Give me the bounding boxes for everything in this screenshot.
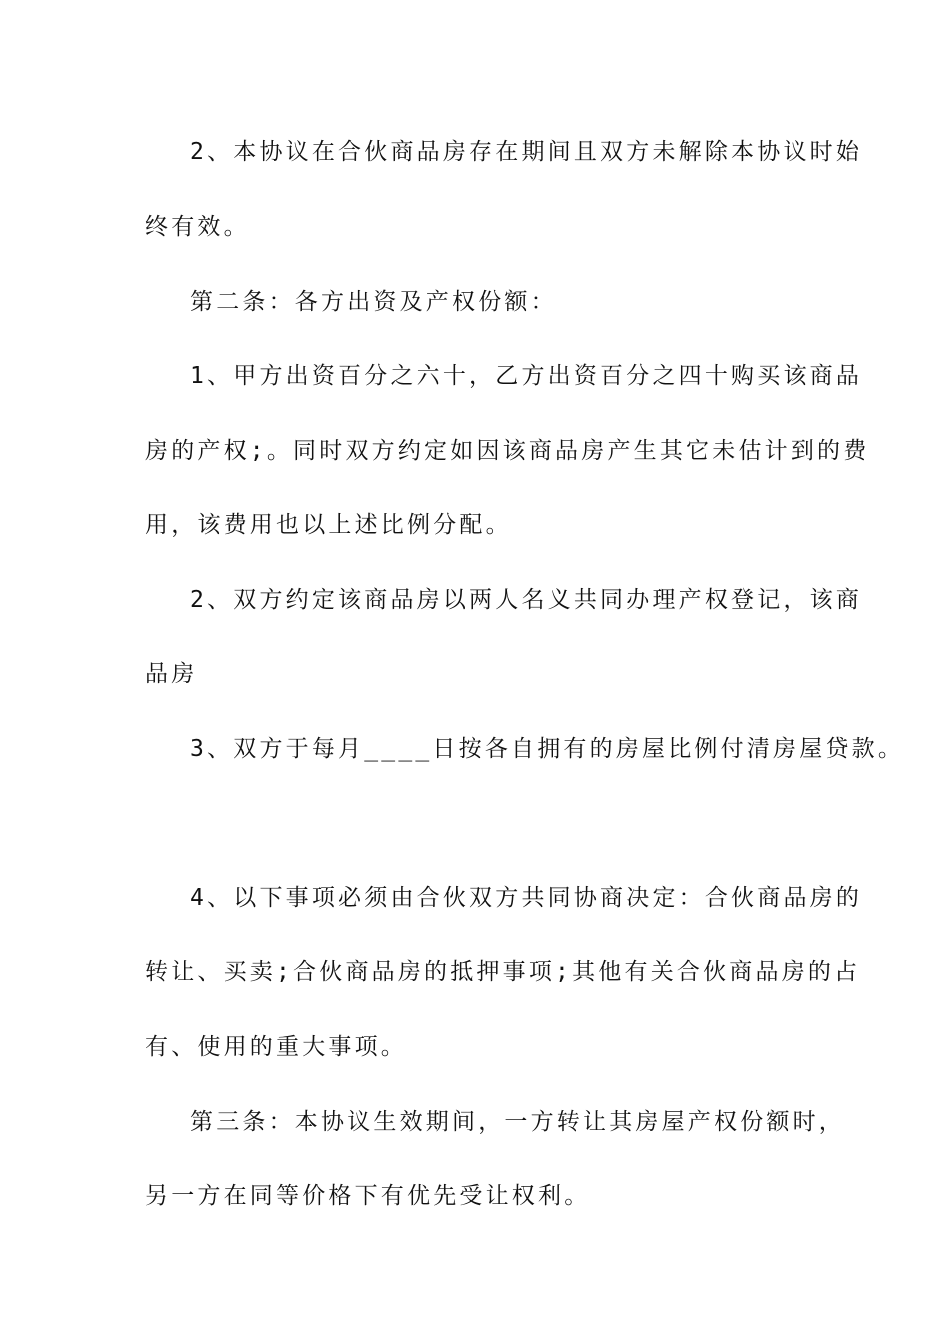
clause-2-heading: 第二条：各方出资及产权份额： (190, 289, 557, 315)
clause-2-item-1-line-3: 用，该费用也以上述比例分配。 (145, 512, 512, 538)
clause-2-item-3: 3、双方于每月____日按各自拥有的房屋比例付清房屋贷款。 (190, 736, 905, 762)
clause-2-item-4-line-1: 4、以下事项必须由合伙双方共同协商决定：合伙商品房的 (190, 885, 863, 911)
clause-3-line-2: 另一方在同等价格下有优先受让权利。 (145, 1183, 591, 1209)
clause-2-item-4-line-2: 转让、买卖;合伙商品房的抵押事项;其他有关合伙商品房的占 (145, 959, 861, 985)
clause-2-item-4-line-3: 有、使用的重大事项。 (145, 1034, 407, 1060)
clause-3-line-1: 第三条：本协议生效期间，一方转让其房屋产权份额时， (190, 1109, 845, 1135)
clause-2-item-2-line-2: 品房 (145, 661, 198, 687)
clause-2-item-1-line-2: 房的产权;。同时双方约定如因该商品房产生其它未估计到的费 (145, 438, 870, 464)
clause-2-item-1-line-1: 1、甲方出资百分之六十，乙方出资百分之四十购买该商品 (190, 363, 863, 389)
clause-1-item-2-line-2: 终有效。 (145, 214, 250, 240)
clause-1-item-2-line-1: 2、本协议在合伙商品房存在期间且双方未解除本协议时始 (190, 139, 863, 165)
clause-2-item-2-line-1: 2、双方约定该商品房以两人名义共同办理产权登记，该商 (190, 587, 863, 613)
